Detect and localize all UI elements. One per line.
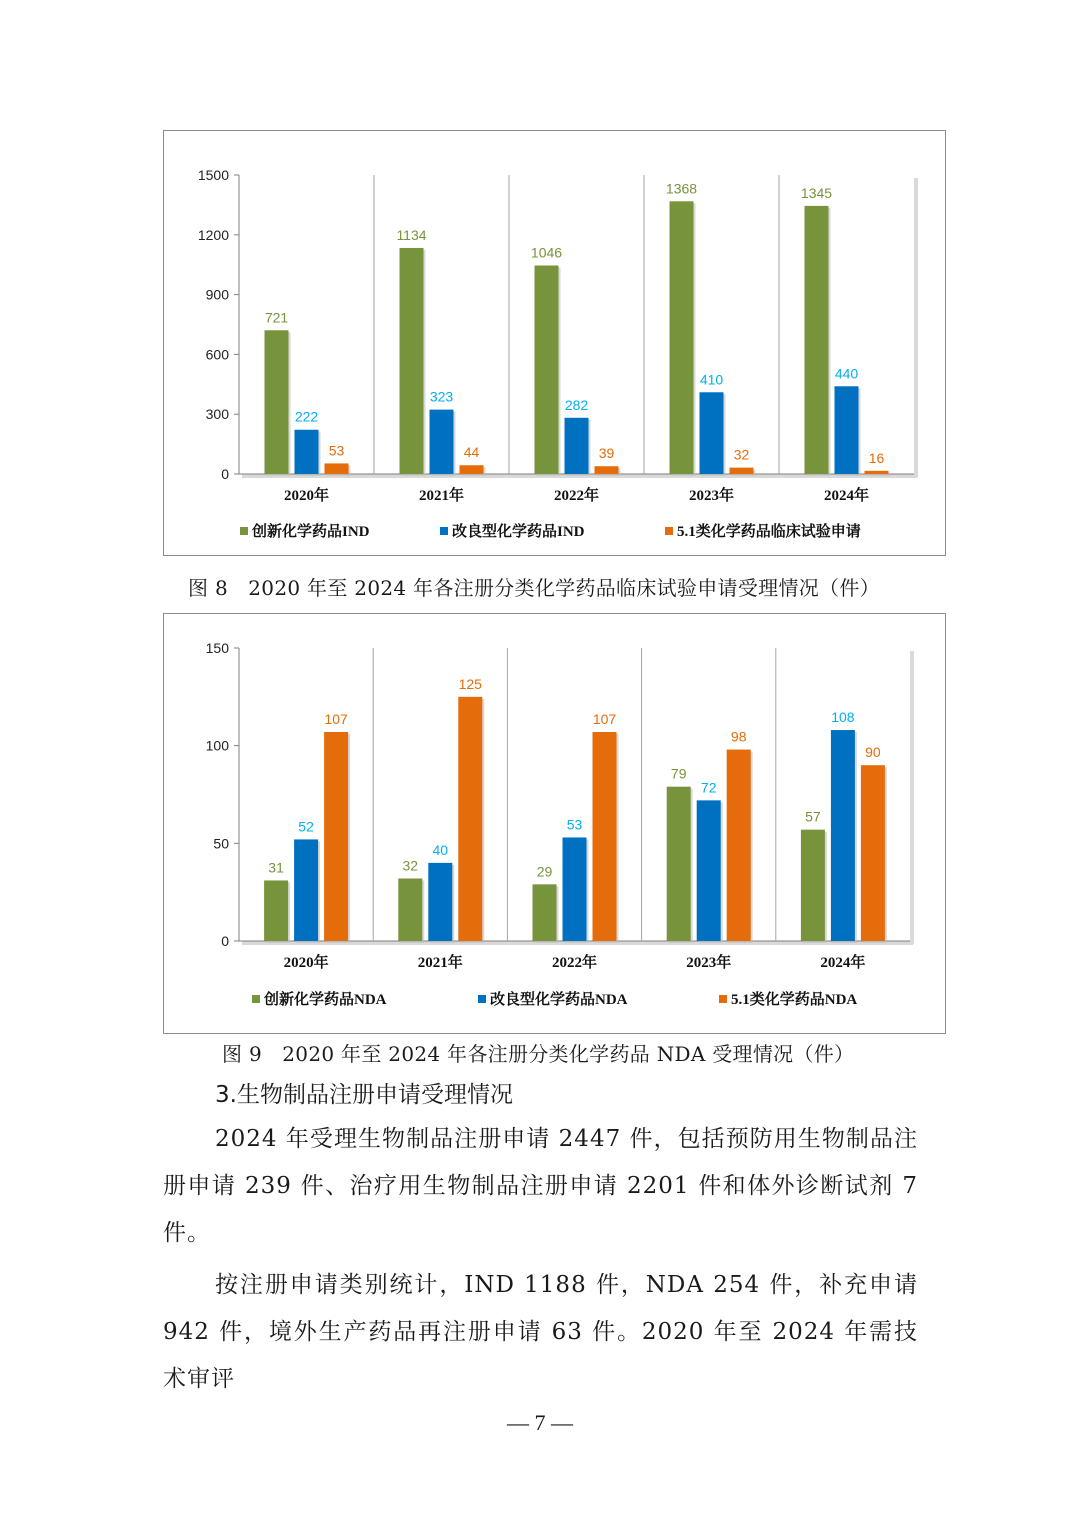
legend-swatch — [440, 527, 448, 535]
y-tick-label: 900 — [205, 286, 229, 303]
bar — [398, 878, 422, 941]
data-label: 57 — [805, 808, 821, 825]
bar — [727, 750, 751, 941]
bar — [535, 265, 559, 474]
data-label: 53 — [328, 442, 345, 459]
section-heading: 3.生物制品注册申请受理情况 — [215, 1082, 513, 1108]
legend-label: 改良型化学药品IND — [452, 524, 585, 540]
bar — [831, 730, 855, 941]
data-label: 29 — [536, 863, 553, 880]
legend-swatch — [478, 995, 486, 1003]
bar — [563, 837, 587, 941]
bar — [801, 830, 825, 941]
bar — [533, 884, 557, 941]
category-label: 2021年 — [418, 488, 465, 504]
y-tick-label: 300 — [205, 406, 229, 423]
bar — [835, 386, 859, 474]
legend-label: 创新化学药品IND — [252, 524, 370, 540]
plot-shadow-right — [910, 651, 914, 944]
paragraph-1: 2024 年受理生物制品注册申请 2447 件，包括预防用生物制品注册申请 239 件、治疗用生物制品注册申请 2201 件和体外诊断试剂 7 件。 — [163, 1126, 918, 1246]
y-tick-label: 0 — [221, 933, 229, 949]
bar — [670, 201, 694, 474]
y-tick-label: 100 — [205, 737, 229, 754]
bar — [325, 463, 349, 474]
figure-9-caption: 图 9 2020 年至 2024 年各注册分类化学药品 NDA 受理情况（件） — [222, 1042, 855, 1066]
bar — [264, 880, 288, 941]
chart-fig9 — [163, 613, 946, 1034]
legend-swatch — [665, 527, 673, 535]
data-label: 222 — [294, 408, 319, 425]
data-label: 721 — [264, 309, 289, 326]
data-label: 39 — [598, 445, 615, 462]
chart-fig9-svg — [164, 614, 947, 1035]
data-label: 53 — [566, 816, 583, 833]
data-label: 1368 — [665, 180, 698, 197]
data-label: 1134 — [396, 226, 427, 243]
data-label: 90 — [865, 744, 881, 761]
category-label: 2022年 — [553, 488, 600, 504]
y-tick-label: 150 — [205, 640, 229, 656]
y-tick-label: 1500 — [197, 167, 229, 183]
data-label: 125 — [458, 675, 482, 692]
category-label: 2021年 — [417, 955, 463, 971]
category-label: 2024年 — [823, 488, 870, 504]
paragraph-2: 按注册申请类别统计，IND 1188 件，NDA 254 件，补充申请 942 件，境外生产药品再注册申请 63 件。2020 年至 2024 年需技术审评 — [163, 1272, 918, 1392]
y-tick-label: 600 — [205, 346, 229, 363]
legend-label: 创新化学药品NDA — [264, 992, 387, 1008]
bar — [593, 732, 617, 941]
bar — [865, 471, 889, 474]
y-tick-label: 1200 — [197, 226, 229, 243]
bar — [730, 468, 754, 474]
chart-fig8-svg — [164, 131, 947, 557]
data-label: 1046 — [530, 244, 563, 261]
data-label: 72 — [700, 779, 717, 796]
data-label: 40 — [432, 841, 449, 858]
category-label: 2023年 — [688, 488, 735, 504]
bar — [700, 392, 724, 474]
data-label: 440 — [834, 365, 859, 382]
data-label: 108 — [831, 709, 855, 726]
bar — [265, 330, 289, 474]
page-number: — 7 — — [507, 1410, 573, 1435]
legend-swatch — [252, 995, 260, 1003]
chart-fig8 — [163, 130, 946, 556]
bar — [460, 465, 484, 474]
data-label: 107 — [592, 710, 617, 727]
bar — [595, 466, 619, 474]
bar — [428, 863, 452, 941]
data-label: 323 — [429, 388, 454, 405]
data-label: 282 — [564, 396, 589, 413]
category-label: 2023年 — [686, 955, 732, 971]
bar — [458, 697, 482, 941]
bar — [400, 248, 424, 474]
bar — [697, 800, 721, 941]
category-label: 2020年 — [283, 488, 330, 504]
legend-swatch — [240, 527, 248, 535]
data-label: 31 — [268, 859, 284, 876]
data-label: 107 — [324, 710, 348, 727]
data-label: 79 — [670, 765, 687, 782]
bar — [667, 787, 691, 941]
bar — [295, 430, 319, 474]
data-label: 16 — [868, 449, 885, 466]
figure-8-caption: 图 8 2020 年至 2024 年各注册分类化学药品临床试验申请受理情况（件） — [188, 576, 880, 600]
data-label: 1345 — [800, 184, 833, 201]
plot-shadow-right — [914, 178, 918, 477]
bar — [805, 206, 829, 474]
legend-label: 5.1类化学药品临床试验申请 — [677, 524, 861, 540]
data-label: 44 — [463, 444, 480, 461]
bar — [565, 418, 589, 474]
y-tick-label: 0 — [221, 466, 229, 482]
bar — [294, 839, 318, 941]
bar — [861, 765, 885, 941]
legend-label: 5.1类化学药品NDA — [731, 992, 858, 1008]
data-label: 32 — [402, 857, 419, 874]
data-label: 98 — [730, 728, 747, 745]
legend-swatch — [719, 995, 727, 1003]
data-label: 410 — [699, 371, 724, 388]
category-label: 2020年 — [283, 955, 329, 971]
data-label: 52 — [298, 818, 314, 835]
category-label: 2022年 — [551, 955, 598, 971]
legend-label: 改良型化学药品NDA — [490, 992, 628, 1008]
y-tick-label: 50 — [213, 835, 229, 852]
data-label: 32 — [733, 446, 750, 463]
bar — [324, 732, 348, 941]
category-label: 2024年 — [820, 955, 866, 971]
bar — [430, 410, 454, 474]
